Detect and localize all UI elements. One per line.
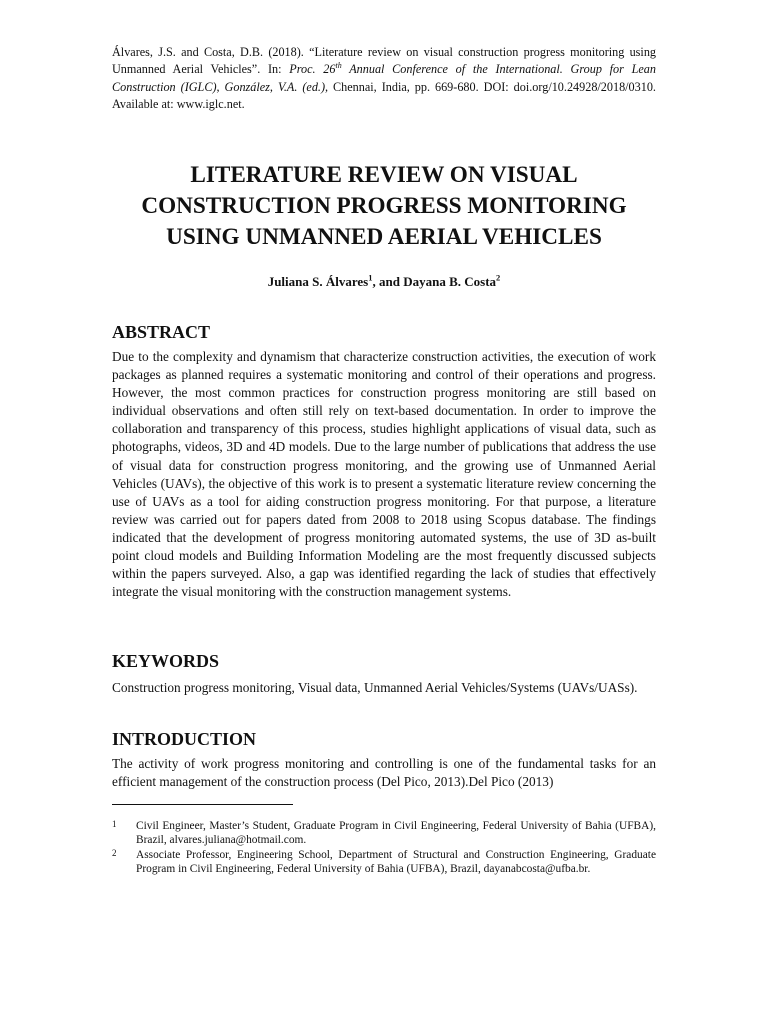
abstract-heading: ABSTRACT — [112, 322, 211, 342]
author-2-footnote-mark: 2 — [496, 272, 501, 283]
footnote-2-text: Associate Professor, Engineering School, Department of Structural and Construction Engineering, Graduate Program in Civil Engineering, Federal University of Bahia (UFBA), Brazil, dayanabcosta@ufba.br. — [136, 849, 656, 876]
citation-proc-sup: th — [335, 61, 342, 71]
paper-title: LITERATURE REVIEW ON VISUAL CONSTRUCTION PROGRESS MONITORING USING UNMANNED AERIAL VEHICLES — [141, 162, 627, 250]
introduction-body: The activity of work progress monitoring and controlling is one of the fundamental tasks for an efficient management of the construction process (Del Pico, 2013).Del Pico (2013) — [112, 756, 656, 790]
abstract-body: Due to the complexity and dynamism that characterize construction activities, the execution of work packages as planned requires a systematic monitoring and control of their operations and progress. However, the most common practices for construction progress monitoring are still based on individual observations and often still rely on text-based documentation. In order to improve the collaboration and transparency of this process, studies highlight applications of visual data, such as photographs, videos, 3D and 4D models. Due to the large number of publications that address the use of visual data for construction progress monitoring, and the growing use of Unmanned Aerial Vehicles (UAVs), the objective of this work is to present a systematic literature review concerning the use of UAVs as a tool for aiding construction progress monitoring. For that purpose, a literature review was carried out for papers dated from 2008 to 2018 using Scopus database. The findings indicated that the development of progress monitoring automated systems, the use of 3D as-built point cloud models and Building Information Modeling are the most frequently discussed subjects within the papers surveyed. Also, a gap was identified regarding the lack of studies that effectively integrate the visual monitoring with the construction management systems. — [112, 349, 656, 600]
citation-proc-pre: Proc. 26 — [289, 62, 336, 77]
footnote-1-number: 1 — [112, 819, 117, 829]
introduction-heading: INTRODUCTION — [112, 729, 257, 749]
citation-proc-post: Annual Conference of the International. Group for Lean Construction (IGLC), González, V.A. (ed.), — [112, 62, 656, 94]
footnote-1-text: Civil Engineer, Master’s Student, Graduate Program in Civil Engineering, Federal University of Bahia (UFBA), Brazil, alvares.juliana@hotmail.com. — [136, 820, 656, 847]
citation-details: Chennai, India, pp. 669-680. DOI: doi.org/10.24928/2018/0310. Available at: www.iglc.net. — [112, 79, 656, 112]
author-1: Juliana S. Álvares — [267, 274, 369, 289]
author-1-footnote-mark: 1 — [368, 272, 373, 283]
keywords-heading: KEYWORDS — [112, 651, 220, 671]
footnote-2 — [112, 848, 656, 893]
author-line — [112, 274, 656, 290]
footnote-divider — [112, 804, 293, 805]
author-separator: , and — [372, 274, 404, 289]
citation-header — [112, 44, 656, 114]
author-2: Dayana B. Costa — [403, 274, 497, 289]
footnote-2-number: 2 — [112, 848, 117, 858]
footnote-1 — [112, 819, 656, 849]
citation-in-label: In: — [267, 62, 290, 77]
keywords-body: Construction progress monitoring, Visual data, Unmanned Aerial Vehicles/Systems (UAVs/UASs). — [112, 680, 638, 695]
citation-paper-title: “Literature review on visual construction progress monitoring using Unmanned Aerial Vehicles”. — [112, 45, 657, 77]
citation-authors-year: Álvares, J.S. and Costa, D.B. (2018). — [112, 45, 310, 59]
